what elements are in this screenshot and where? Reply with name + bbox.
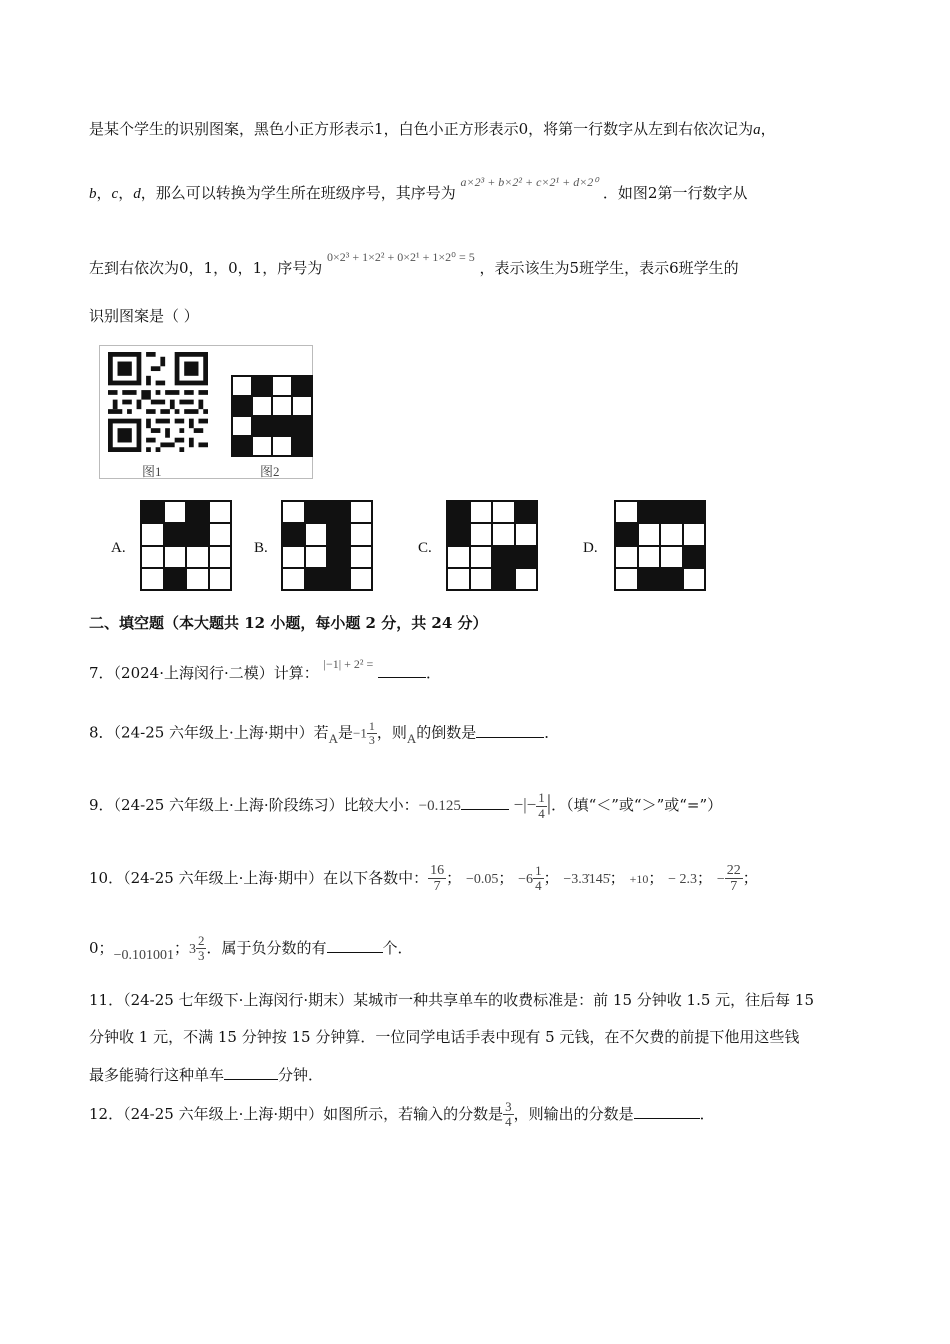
- grid-cell-black: [515, 546, 538, 568]
- grid-cell-black: [660, 501, 683, 523]
- grid-cell-white: [305, 523, 328, 545]
- grid-cell-black: [327, 501, 350, 523]
- grid-cell-white: [209, 501, 232, 523]
- grid-cell-white: [350, 523, 373, 545]
- q6-line-3: 左到右依次为0，1，0，1，序号为 $^{0\times 2^3 + 1\times 2^2 + 0\times 2^1 + 1\times 2^0 = 5}$ ，表示该生为5班学生，表示6班学生的: [89, 250, 739, 277]
- grid-cell-black: [141, 501, 164, 523]
- grid-cell-black: [164, 523, 187, 545]
- grid-cell-white: [470, 568, 493, 590]
- grid-cell-white: [164, 546, 187, 568]
- grid-cell-black: [186, 501, 209, 523]
- question-11-line-1: 11．（24-25 七年级下·上海闵行·期末）某城市一种共享单车的收费标准是：前 15 分钟收 1.5 元，往后每 15: [89, 991, 815, 1009]
- grid-cell-black: [638, 501, 661, 523]
- grid-cell-white: [492, 523, 515, 545]
- option-c-label[interactable]: C.: [418, 540, 432, 556]
- grid-cell-black: [305, 568, 328, 590]
- grid-cell-white: [186, 546, 209, 568]
- grid-cell-white: [470, 501, 493, 523]
- grid-cell-white: [209, 546, 232, 568]
- question-8: 8．（24-25 六年级上·上海·期中）若A是−1 $\frac{1}{3}$ ，则A的倒数是 ．: [89, 719, 560, 748]
- grid-cell-white: [292, 396, 312, 416]
- option-d-grid[interactable]: [614, 500, 706, 591]
- grid-cell-white: [615, 501, 638, 523]
- grid-cell-black: [447, 523, 470, 545]
- grid-cell-black: [492, 568, 515, 590]
- grid-cell-black: [292, 376, 312, 396]
- grid-cell-black: [252, 376, 272, 396]
- grid-cell-white: [141, 523, 164, 545]
- grid-cell-black: [186, 523, 209, 545]
- grid-cell-white: [615, 568, 638, 590]
- grid-cell-black: [272, 416, 292, 436]
- question-10-line-2: 0；−0.101001；3 $\frac{2}{3}$ ．属于负分数的有 个．: [89, 933, 413, 964]
- grid-cell-white: [350, 546, 373, 568]
- q6-line-4: 识别图案是（ ）: [89, 307, 199, 325]
- section-heading: 二、填空题（本大题共 12 小题，每小题 2 分，共 24 分）: [89, 614, 488, 632]
- grid-cell-white: [164, 501, 187, 523]
- grid-cell-white: [447, 568, 470, 590]
- grid-cell-black: [252, 416, 272, 436]
- grid-cell-black: [282, 523, 305, 545]
- grid-cell-black: [492, 546, 515, 568]
- q6-line-1: 是某个学生的识别图案，黑色小正方形表示1，白色小正方形表示0，将第一行数字从左到右依次记为a，: [89, 120, 776, 138]
- grid-cell-white: [470, 523, 493, 545]
- grid-cell-black: [327, 523, 350, 545]
- answer-blank-7[interactable]: [378, 677, 426, 678]
- figure-2-grid: [231, 375, 313, 457]
- grid-cell-black: [292, 416, 312, 436]
- grid-cell-white: [638, 546, 661, 568]
- grid-cell-white: [282, 546, 305, 568]
- grid-cell-black: [232, 396, 252, 416]
- answer-blank-11[interactable]: [224, 1079, 278, 1080]
- question-10-line-1: 10．（24-25 六年级上·上海·期中）在以下各数中： $\frac{16}{7}$ ； −0.05； −6 $\frac{1}{4}$ ； −3.3̇145̇； +10； − 2.3； − $\frac{22}{7}$ ；: [89, 863, 758, 895]
- grid-cell-black: [615, 523, 638, 545]
- grid-cell-black: [327, 568, 350, 590]
- grid-cell-white: [232, 416, 252, 436]
- grid-cell-black: [683, 501, 706, 523]
- grid-cell-white: [232, 376, 252, 396]
- grid-cell-white: [638, 523, 661, 545]
- grid-cell-white: [515, 523, 538, 545]
- figure-box: [99, 345, 313, 479]
- grid-cell-white: [141, 546, 164, 568]
- option-d-label[interactable]: D.: [583, 540, 598, 556]
- formula-general: a×2³ + b×2² + c×2¹ + d×2⁰: [460, 175, 599, 189]
- grid-cell-black: [660, 568, 683, 590]
- option-a-grid[interactable]: [140, 500, 232, 591]
- qr-code-image: [106, 352, 210, 452]
- grid-cell-black: [515, 501, 538, 523]
- question-11-line-2: 分钟收 1 元，不满 15 分钟按 15 分钟算．一位同学电话手表中现有 5 元钱，在不欠费的前提下他用这些钱: [89, 1028, 800, 1046]
- formula-example: 0×2³ + 1×2² + 0×2¹ + 1×2⁰ = 5: [327, 250, 475, 264]
- option-c-grid[interactable]: [446, 500, 538, 591]
- option-a-label[interactable]: A.: [111, 540, 126, 556]
- grid-cell-white: [272, 436, 292, 456]
- grid-cell-white: [209, 523, 232, 545]
- grid-cell-white: [660, 523, 683, 545]
- grid-cell-white: [350, 568, 373, 590]
- question-11-line-3: 最多能骑行这种单车 分钟．: [89, 1066, 324, 1084]
- grid-cell-white: [515, 568, 538, 590]
- grid-cell-white: [252, 436, 272, 456]
- grid-cell-white: [186, 568, 209, 590]
- q6-line-2: b，c，d，那么可以转换为学生所在班级序号，其序号为 $^{a\times 2^3 + b\times 2^2 + c\times 2^1 + d\times 2^0}$ ．如图2第一行数字从: [89, 175, 748, 202]
- grid-cell-white: [141, 568, 164, 590]
- figure-1-caption: 图1: [142, 464, 162, 479]
- grid-cell-white: [350, 501, 373, 523]
- grid-cell-black: [232, 436, 252, 456]
- grid-cell-white: [615, 546, 638, 568]
- grid-cell-black: [683, 546, 706, 568]
- question-9: 9．（24-25 六年级上·上海·阶段练习）比较大小：−0.125 −|− $\frac{1}{4}$ |．（填“＜”或“＞”或“=”）: [89, 790, 723, 821]
- option-b-label[interactable]: B.: [254, 540, 268, 556]
- grid-cell-white: [492, 501, 515, 523]
- grid-cell-white: [447, 546, 470, 568]
- grid-cell-white: [660, 546, 683, 568]
- grid-cell-white: [272, 396, 292, 416]
- grid-cell-black: [164, 568, 187, 590]
- option-b-grid[interactable]: [281, 500, 373, 591]
- grid-cell-black: [292, 436, 312, 456]
- answer-blank-8[interactable]: [476, 737, 544, 738]
- grid-cell-black: [447, 501, 470, 523]
- grid-cell-white: [209, 568, 232, 590]
- grid-cell-white: [282, 568, 305, 590]
- figure-2-caption: 图2: [260, 464, 280, 479]
- grid-cell-black: [327, 546, 350, 568]
- grid-cell-white: [305, 546, 328, 568]
- grid-cell-black: [638, 568, 661, 590]
- grid-cell-black: [305, 501, 328, 523]
- question-7: 7．（2024·上海闵行·二模）计算： $^{|-1| + 2^2 =}$ ．: [89, 657, 442, 682]
- grid-cell-white: [683, 568, 706, 590]
- grid-cell-white: [470, 546, 493, 568]
- grid-cell-white: [272, 376, 292, 396]
- answer-blank-10[interactable]: [327, 952, 383, 953]
- answer-blank-12[interactable]: [634, 1118, 700, 1119]
- grid-cell-white: [282, 501, 305, 523]
- answer-blank-9[interactable]: [461, 809, 509, 810]
- question-12: 12．（24-25 六年级上·上海·期中）如图所示，若输入的分数是 $\frac{3}{4}$ ，则输出的分数是 ．: [89, 1099, 715, 1130]
- grid-cell-white: [683, 523, 706, 545]
- grid-cell-white: [252, 396, 272, 416]
